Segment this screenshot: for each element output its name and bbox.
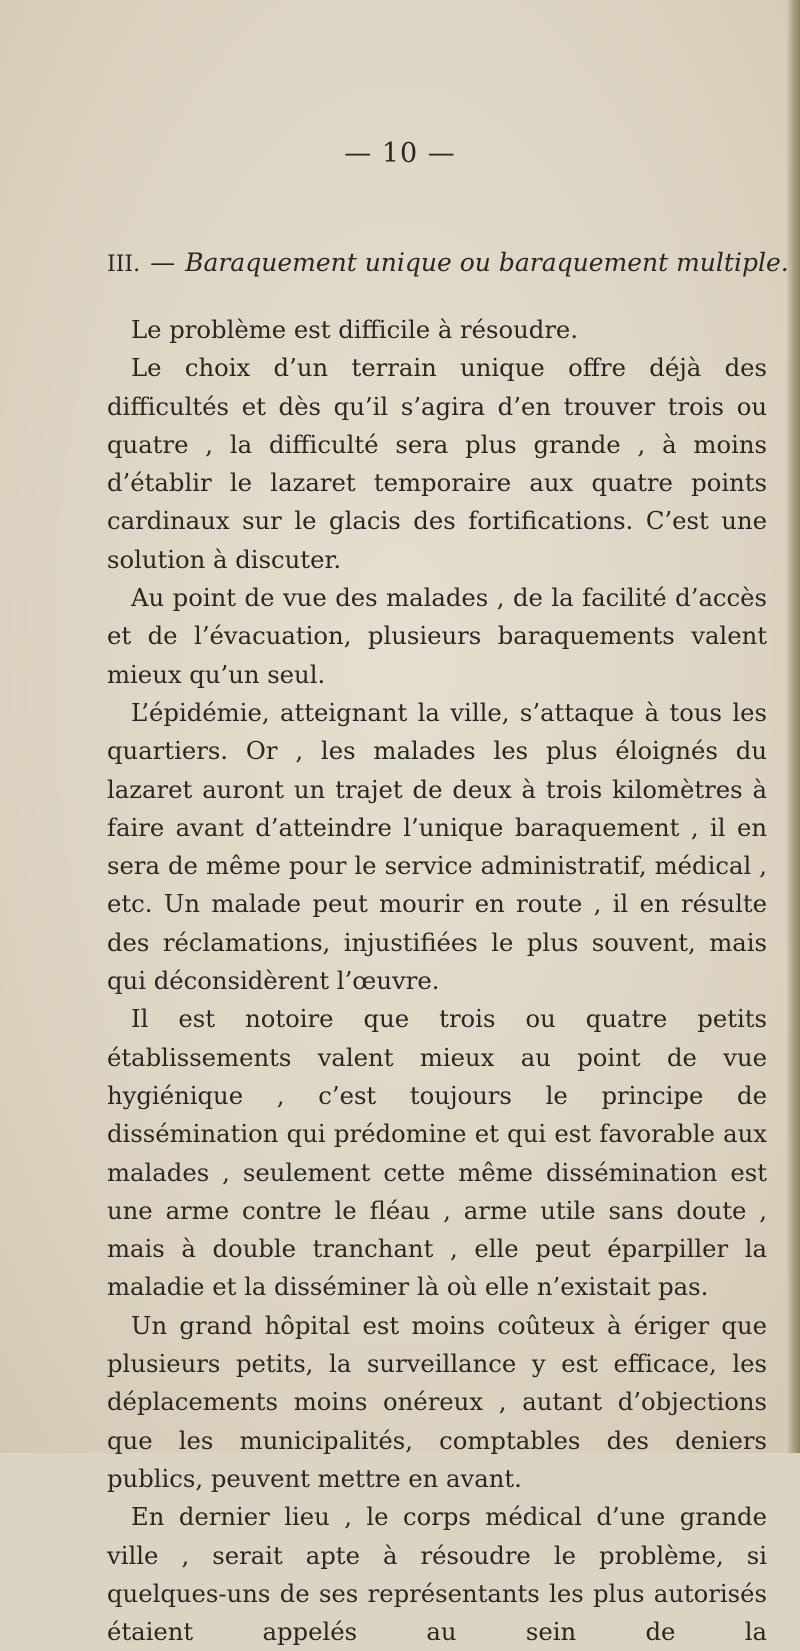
paragraph: Un grand hôpital est moins coûteux à ériger que plusieurs petits, la surveillance y est efficace, les déplacements moins onéreux , autant d’objections que les municipalités, comptables des deniers publics, peuvent mettre en avant. (107, 1310, 767, 1493)
paragraph: Le problème est difficile à résoudre. (131, 315, 579, 344)
page-edge-shadow (786, 0, 800, 1453)
paragraph: En dernier lieu , le corps médical d’une grande ville , serait apte à résoudre le problème, si quelques-uns de ses représentants les plus autorisés étaient appelés au sein de la (107, 1502, 767, 1647)
section-dash: — (150, 248, 176, 277)
paragraph: Il est notoire que trois ou quatre petits établissements valent mieux au point de vue hygiénique , c’est toujours le principe de dissémination qui prédomine et qui est favorable aux malades , seulement cette même dissémination est une arme contre le fléau , arme utile sans doute , mais à double tranchant , elle peut éparpiller la maladie et la disséminer là où elle n’existait pas. (107, 1004, 767, 1302)
page-number: — 10 — (344, 138, 456, 169)
paragraph: L’épidémie, atteignant la ville, s’attaque à tous les quartiers. Or , les malades les plus éloignés du lazaret auront un trajet de deux à trois kilomètres à faire avant d’atteindre l’unique baraquement , il en sera de même pour le service administratif, médical , etc. Un malade peut mourir en route , il en résulte des réclamations, injustifiées le plus souvent, mais qui déconsidèrent l’œuvre. (107, 697, 767, 996)
section-title: Baraquement unique ou baraquement multiple. (185, 248, 789, 277)
body-text (107, 311, 767, 1651)
paragraph: Au point de vue des malades , de la facilité d’accès et de l’évacuation, plusieurs baraquements valent mieux qu’un seul. (107, 583, 767, 689)
section-heading (107, 248, 789, 277)
section-numeral: III. (107, 252, 141, 277)
paragraph: Le choix d’un terrain unique offre déjà des difficultés et dès qu’il s’agira d’en trouver trois ou quatre , la difficulté sera plus grande , à moins d’établir le lazaret temporaire aux quatre points cardinaux sur le glacis des fortifications. C’est une solution à discuter. (107, 353, 767, 574)
